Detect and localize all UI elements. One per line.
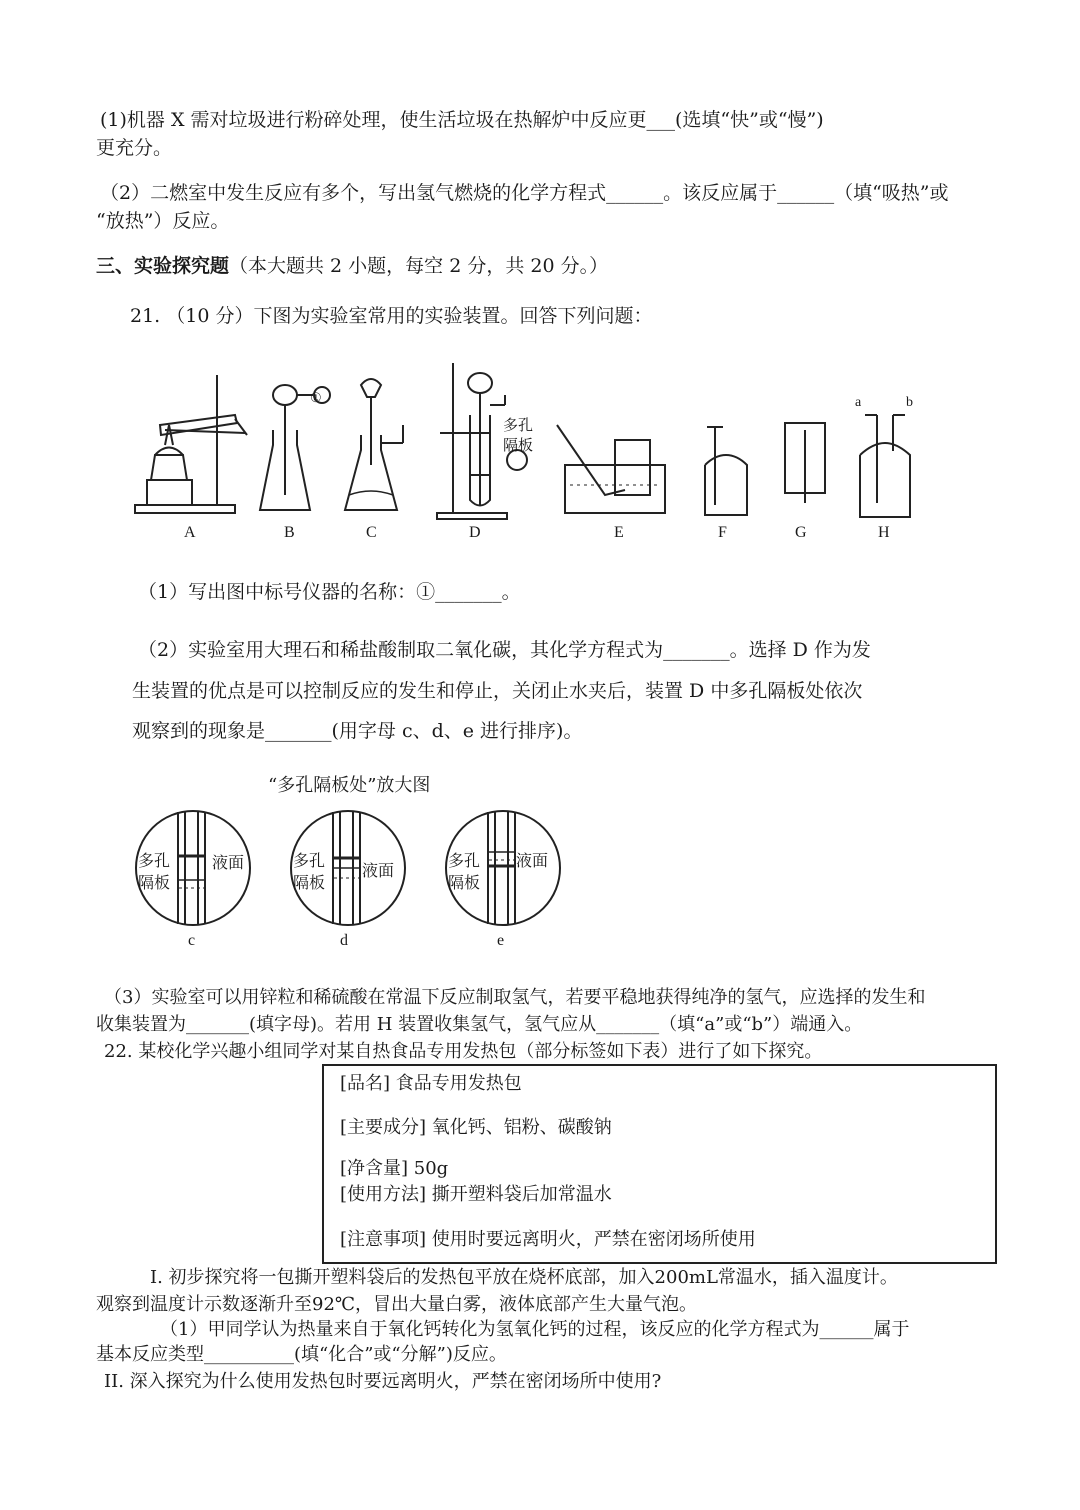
apparatus-c xyxy=(345,379,403,510)
marker-1: ① xyxy=(310,390,322,405)
zoom-c-plate-1: 多孔 xyxy=(138,853,171,870)
label-a: A xyxy=(184,524,196,541)
zoom-caption-c: c xyxy=(188,932,196,949)
q21-subq2-line1: （2）实验室用大理石和稀盐酸制取二氧化碳，其化学方程式为_______。选择 D 作为发 xyxy=(138,639,871,661)
apparatus-a xyxy=(135,375,247,513)
apparatus-e xyxy=(557,425,665,513)
zoom-e-liquid: 液面 xyxy=(516,853,549,870)
label-row-name: [品名] 食品专用发热包 xyxy=(340,1073,522,1094)
zoom-c-liquid: 液面 xyxy=(212,855,245,872)
port-b: b xyxy=(906,395,913,410)
zoom-d-plate-2: 隔板 xyxy=(293,875,326,892)
q20-part1-line1: (1)机器 X 需对垃圾进行粉碎处理，使生活垃圾在热解炉中反应更___(选填“快”或“慢”) xyxy=(100,109,824,131)
label-d: D xyxy=(469,524,481,541)
q21-subq2-line3: 观察到的现象是_______(用字母 c、d、e 进行排序)。 xyxy=(132,720,583,742)
zoom-c-plate-2: 隔板 xyxy=(138,875,171,892)
q21-subq3-line2: 收集装置为_______(填字母)。若用 H 装置收集氢气，氢气应从_______（填“a”或“b”）端通入。 xyxy=(96,1014,863,1035)
zoom-caption-d: d xyxy=(340,932,348,949)
section-title: 三、实验探究题 xyxy=(96,255,230,277)
q22-q1-line2: 基本反应类型__________(填“化合”或“分解”)反应。 xyxy=(96,1344,507,1365)
label-c: C xyxy=(366,524,377,541)
section-note: （本大题共 2 小题，每空 2 分，共 20 分。） xyxy=(229,255,609,277)
zoom-e-plate-1: 多孔 xyxy=(448,853,481,870)
q21-intro: 21. （10 分）下图为实验室常用的实验装置。回答下列问题： xyxy=(130,305,653,327)
q20-part2-line2: “放热”）反应。 xyxy=(96,210,230,232)
zoom-d-plate-1: 多孔 xyxy=(293,853,326,870)
q20-part2-line1: （2）二燃室中发生反应有多个，写出氢气燃烧的化学方程式______。该反应属于______（填“吸热”或 xyxy=(100,182,949,204)
apparatus-g xyxy=(785,423,825,503)
label-b: B xyxy=(284,524,295,541)
label-g: G xyxy=(795,524,807,541)
label-h: H xyxy=(878,524,890,541)
porous-label-1: 多孔 xyxy=(503,418,534,434)
porous-label-2: 隔板 xyxy=(503,438,534,454)
section-heading xyxy=(96,254,608,278)
q20-part1-line2: 更充分。 xyxy=(96,137,173,159)
q21-subq1: （1）写出图中标号仪器的名称：①_______。 xyxy=(138,581,521,603)
q22-part1-line2: 观察到温度计示数逐渐升至92℃，冒出大量白雾，液体底部产生大量气泡。 xyxy=(96,1294,698,1315)
apparatus-figure xyxy=(125,355,945,555)
label-row-weight: [净含量] 50g xyxy=(340,1158,449,1179)
q22-intro: 22. 某校化学兴趣小组同学对某自热食品专用发热包（部分标签如下表）进行了如下探究。 xyxy=(104,1041,823,1062)
label-row-caution: [注意事项] 使用时要远离明火，严禁在密闭场所使用 xyxy=(340,1229,756,1250)
zoom-e-plate-2: 隔板 xyxy=(448,875,481,892)
zoom-title: “多孔隔板处”放大图 xyxy=(268,775,431,796)
q21-subq3-line1: （3）实验室可以用锌粒和稀硫酸在常温下反应制取氢气，若要平稳地获得纯净的氢气，应选择的发生和 xyxy=(104,987,926,1008)
label-f: F xyxy=(718,524,727,541)
label-row-usage: [使用方法] 撕开塑料袋后加常温水 xyxy=(340,1184,612,1205)
q22-part2: II. 深入探究为什么使用发热包时要远离明火，严禁在密闭场所中使用? xyxy=(104,1371,662,1392)
label-e: E xyxy=(614,524,624,541)
zoom-caption-e: e xyxy=(497,932,505,949)
apparatus-h xyxy=(860,415,910,517)
apparatus-f xyxy=(705,427,747,515)
q21-subq2-line2: 生装置的优点是可以控制反应的发生和停止，关闭止水夹后，装置 D 中多孔隔板处依次 xyxy=(132,680,863,702)
label-row-ingredients: [主要成分] 氧化钙、铝粉、碳酸钠 xyxy=(340,1117,612,1138)
port-a: a xyxy=(855,395,862,410)
zoom-d-liquid: 液面 xyxy=(362,863,395,880)
q22-part1-line1: I. 初步探究将一包撕开塑料袋后的发热包平放在烧杯底部，加入200mL常温水，插入温度计。 xyxy=(150,1267,898,1288)
q22-q1-line1: （1）甲同学认为热量来自于氧化钙转化为氢氧化钙的过程，该反应的化学方程式为______属于 xyxy=(160,1319,910,1340)
